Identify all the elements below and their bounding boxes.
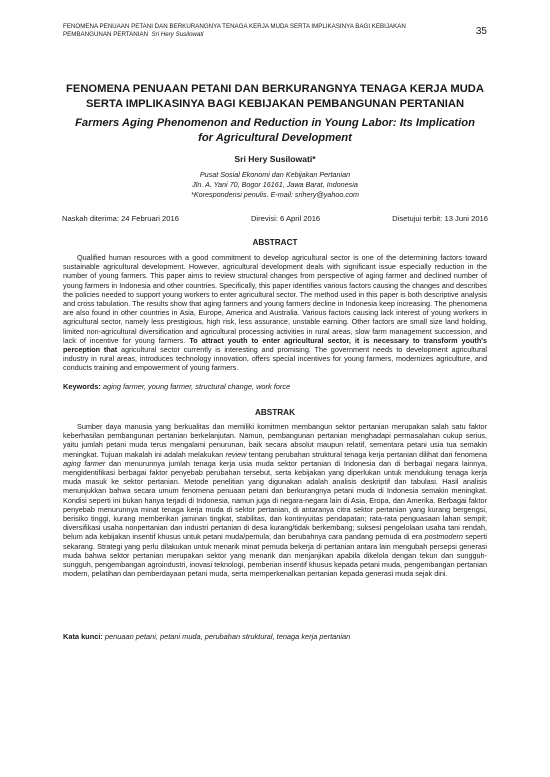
affiliation-address: Jln. A. Yani 70, Bogor 16161, Jawa Barat, Indonesia: [192, 179, 358, 189]
running-header-line2: PEMBANGUNAN PERTANIAN: [63, 31, 149, 39]
author-affiliation: [0, 170, 550, 199]
keywords-list: aging farmer, young farmer, structural change, work force: [102, 382, 291, 391]
abstrak-text-3: dan menurunnya jumlah tenaga kerja usia muda sektor pertanian di Indonesia dan di berbagai negara lainnya, mengidentifikasi berbagai faktor penyebab perubahan tersebut, serta kebijakan yang diperlukan untuk mendukung tenaga kerja muda masuk ke sektor pertanian. Metode penelitian yang digunakan adalah analisis deskriptif dan tabulasi. Hasil analisis menunjukkan bahwa secara umum fenomena penuaan petani dan berkurangnya petani muda di Indonesia semakin meningkat. Kondisi seperti ini bukan hanya terjadi di Indonesia, namun juga di negara-negara lain di Asia, Eropa, dan Amerika. Berbagai faktor penyebab menurunnya minat tenaga kerja muda di sektor pertanian, di antaranya citra sektor pertanian yang kurang bergengsi, berisiko tinggi, kurang memberikan jaminan tingkat, stabilitas, dan kontinyuitas pendapatan; rata-rata penguasaan lahan sempit; diversifikasi usaha nonpertanian dan industri pertanian di desa kurang/tidak berkembang; suksesi pengelolaan usaha tani rendah, belum ada kebijakan insentif khusus untuk petani muda/pemula; dan berubahnya cara pandang pemuda di era: [63, 458, 487, 542]
page-number: 35: [475, 26, 487, 37]
running-header-author: Sri Hery Susilowati: [151, 31, 204, 39]
abstrak-text-4: seperti sekarang. Strategi yang perlu dilakukan untuk menarik minat pemuda bekerja di pertanian antara lain mengubah persepsi generasi muda bahwa sektor pertanian merupakan sektor yang menarik dan menjanjikan apabila dikelola dengan tekun dan sungguh-sungguh, pengembangan agroindustri, inovasi teknologi, pemberian insentif khusus kepada petani muda, pengembangan pertanian modern, pelatihan dan pemberdayaan petani muda, serta memperkenalkan pertanian kepada generasi muda sejak dini.: [63, 532, 488, 579]
abstrak-text-1: Sumber daya manusia yang berkualitas dan memiliki komitmen membangun sektor pertanian merupakan salah satu faktor keberhasilan pembangunan pertanian berkelanjutan. Namun, pembangunan pertanian menghadapi permasalahan cukup serius, yaitu jumlah petani muda terus mengalami penurunan, baik secara absolut maupun relatif, sementara petani usia tua semakin meningkat. Tujuan makalah ini adalah melakukan: [63, 422, 487, 459]
manuscript-dates: [62, 214, 488, 223]
abstract-text-2: agricultural sector currently is interesting and promising. The government needs to development agricultural industry in rural areas, introduces technology innovation, offers special incentives for young farmers, modernizes agriculture, and conducts training and empowerment of young farmers.: [63, 345, 487, 373]
keywords-label: Keywords:: [63, 382, 101, 391]
abstrak-text-2: tentang perubahan struktural tenaga kerja pertanian dilihat dari fenomena: [248, 449, 488, 459]
affiliation-email: *Korespondensi penulis. E-mail: srihery@yahoo.com: [191, 189, 359, 199]
abstrak-heading: ABSTRAK: [254, 408, 296, 417]
abstrak-body: [63, 422, 487, 578]
abstract-heading: ABSTRACT: [252, 238, 298, 247]
affiliation-institution: Pusat Sosial Ekonomi dan Kebijakan Pertanian: [199, 170, 351, 179]
abstrak-term-postmodern: postmodern: [424, 532, 463, 542]
running-header: [63, 23, 463, 40]
kata-kunci-label: Kata kunci:: [63, 632, 103, 641]
date-accepted: Disetujui terbit: 13 Juni 2016: [392, 214, 488, 223]
date-received: Naskah diterima: 24 Februari 2016: [62, 214, 179, 223]
abstrak-term-review: review: [225, 449, 247, 459]
abstract-text-strong: To attract youth to enter agricultural sector, it is necessary to transform youth's perception that: [63, 335, 487, 355]
running-header-line1: FENOMENA PENUAAN PETANI DAN BERKURANGNYA TENAGA KERJA MUDA SERTA IMPLIKASINYA BAGI KEBIJAKAN: [63, 23, 406, 30]
author-name: Sri Hery Susilowati*: [234, 154, 316, 164]
kata-kunci-list: penuaan petani, petani muda, perubahan struktural, tenaga kerja pertanian: [104, 632, 351, 641]
paper-title-english: Farmers Aging Phenomenon and Reduction in Young Labor: Its Implication for Agricultural Development: [75, 117, 475, 144]
abstract-text-1: Qualified human resources with a good commitment to develop agricultural sector is one of the determining factors toward sustainable agricultural development. However, agricultural development deals with significant issue especially reduction in the number of young farmers. This paper aims to review structural changes from perspective of aging farmer and declined number of young farmers in Indonesia and other countries. Specifically, this paper identifies various factors causing the changes and describes the policies needed to support young workers to enter agricultural sector. The method used in this paper is both descriptive analysis and cross tabulation. The results show that aging farmers and young farmers decline in Indonesia keep increasing. The phenomena are also found in other countries in Asia, Europe, America and Australia. Various factors causing lack interest of young workers in agricultural sector, namely less prestigious, high risk, less assurance, unstable earning. Other factors are small size land holding, limited non-agricultural diversification and agricultural processing activities in rural areas, slow farm management succession, and lack of incentive for young farmers.: [63, 253, 487, 345]
keywords-id: [63, 632, 487, 641]
abstrak-term-aging-farmer: aging farmer: [63, 458, 106, 468]
paper-title: FENOMENA PENUAAN PETANI DAN BERKURANGNYA TENAGA KERJA MUDA SERTA IMPLIKASINYA BAGI KEBIJAKAN PEMBANGUNAN PERTANIAN: [66, 83, 484, 110]
abstract-body: [63, 253, 487, 373]
date-revised: Direvisi: 6 April 2016: [250, 214, 321, 223]
keywords-en: [63, 382, 487, 391]
